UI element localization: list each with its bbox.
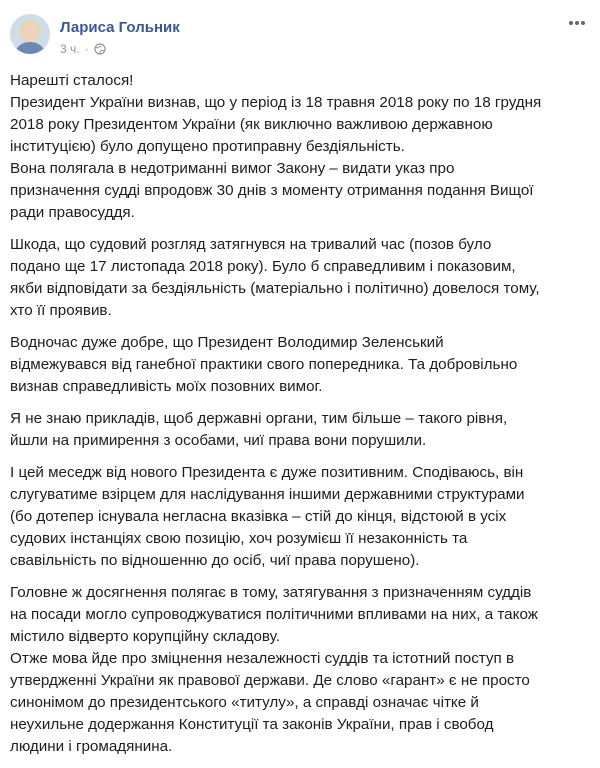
author-name[interactable]: Лариса Гольник (60, 19, 180, 36)
text-line: Вона полягала в недотриманні вимог Закону – видати указ про (10, 160, 455, 177)
text-line: утвердженні України як правової держави. Де слово «гарант» є не просто (10, 672, 530, 689)
paragraph-2 (10, 234, 590, 322)
post-header (10, 10, 590, 58)
text-line: ради правосуддя. (10, 204, 135, 221)
text-line: якби відповідати за бездіяльність (матеріально і політично) довелося тому, (10, 280, 540, 297)
text-line: людини і громадянина. (10, 738, 173, 755)
post-meta (60, 42, 106, 56)
text-line: на посади могло супроводжуватися політичними впливами на них, а також (10, 606, 538, 623)
text-line: Водночас дуже добре, що Президент Володимир Зеленський (10, 334, 444, 351)
paragraph-5 (10, 462, 590, 572)
text-line: Я не знаю прикладів, щоб державні органи, тим більше – такого рівня, (10, 410, 508, 427)
globe-icon[interactable] (94, 43, 106, 55)
paragraph-3 (10, 332, 590, 398)
text-line: (бо дотепер існувала негласна вказівка – стій до кінця, відстоюй в усіх (10, 508, 507, 525)
text-line: Нарешті сталося! (10, 72, 134, 89)
text-line: свавільність по відношенню до осіб, чиї права порушено). (10, 552, 420, 569)
text-line: синонімом до президентського «титулу», а справді означає чітке й (10, 694, 479, 711)
avatar[interactable] (10, 14, 50, 54)
text-line: Головне ж досягнення полягає в тому, затягування з призначенням суддів (10, 584, 532, 601)
text-line: судових інстанціях свою позицію, хоч розумієш її незаконність та (10, 530, 468, 547)
text-line: подано ще 17 листопада 2018 року). Було б справедливим і показовим, (10, 258, 516, 275)
text-line: інституцією) було допущено протиправну бездіяльність. (10, 138, 405, 155)
more-options-icon[interactable] (568, 16, 586, 28)
paragraph-4 (10, 408, 590, 452)
meta-separator: · (84, 42, 89, 56)
text-line: призначення судді впродовж 30 днів з моменту отримання подання Вищої (10, 182, 534, 199)
post-text (10, 70, 590, 768)
text-line: йшли на примирення з особами, чиї права вони порушили. (10, 432, 427, 449)
text-line: І цей меседж від нового Президента є дуже позитивним. Сподіваюсь, він (10, 464, 524, 481)
paragraph-1 (10, 70, 590, 224)
text-line: слугуватиме взірцем для наслідування іншими державними структурами (10, 486, 525, 503)
text-line: відмежувався від ганебної практики свого попередника. Та добровільно (10, 356, 518, 373)
text-line: Президент України визнав, що у період із 18 травня 2018 року по 18 грудня (10, 94, 542, 111)
text-line: Отже мова йде про зміцнення незалежності суддів та істотний поступ в (10, 650, 515, 667)
text-line: 2018 року Президентом України (як виключно важливою державною (10, 116, 493, 133)
paragraph-6 (10, 582, 590, 758)
text-line: неухильне додержання Конституції та законів України, прав і свобод (10, 716, 494, 733)
text-line: хто її проявив. (10, 302, 112, 319)
text-line: містило відверто корупційну складову. (10, 628, 280, 645)
post-timestamp[interactable]: 3 ч. (60, 42, 80, 56)
text-line: Шкода, що судовий розгляд затягнувся на тривалий час (позов було (10, 236, 492, 253)
text-line: визнав справедливість моїх позовних вимог. (10, 378, 323, 395)
